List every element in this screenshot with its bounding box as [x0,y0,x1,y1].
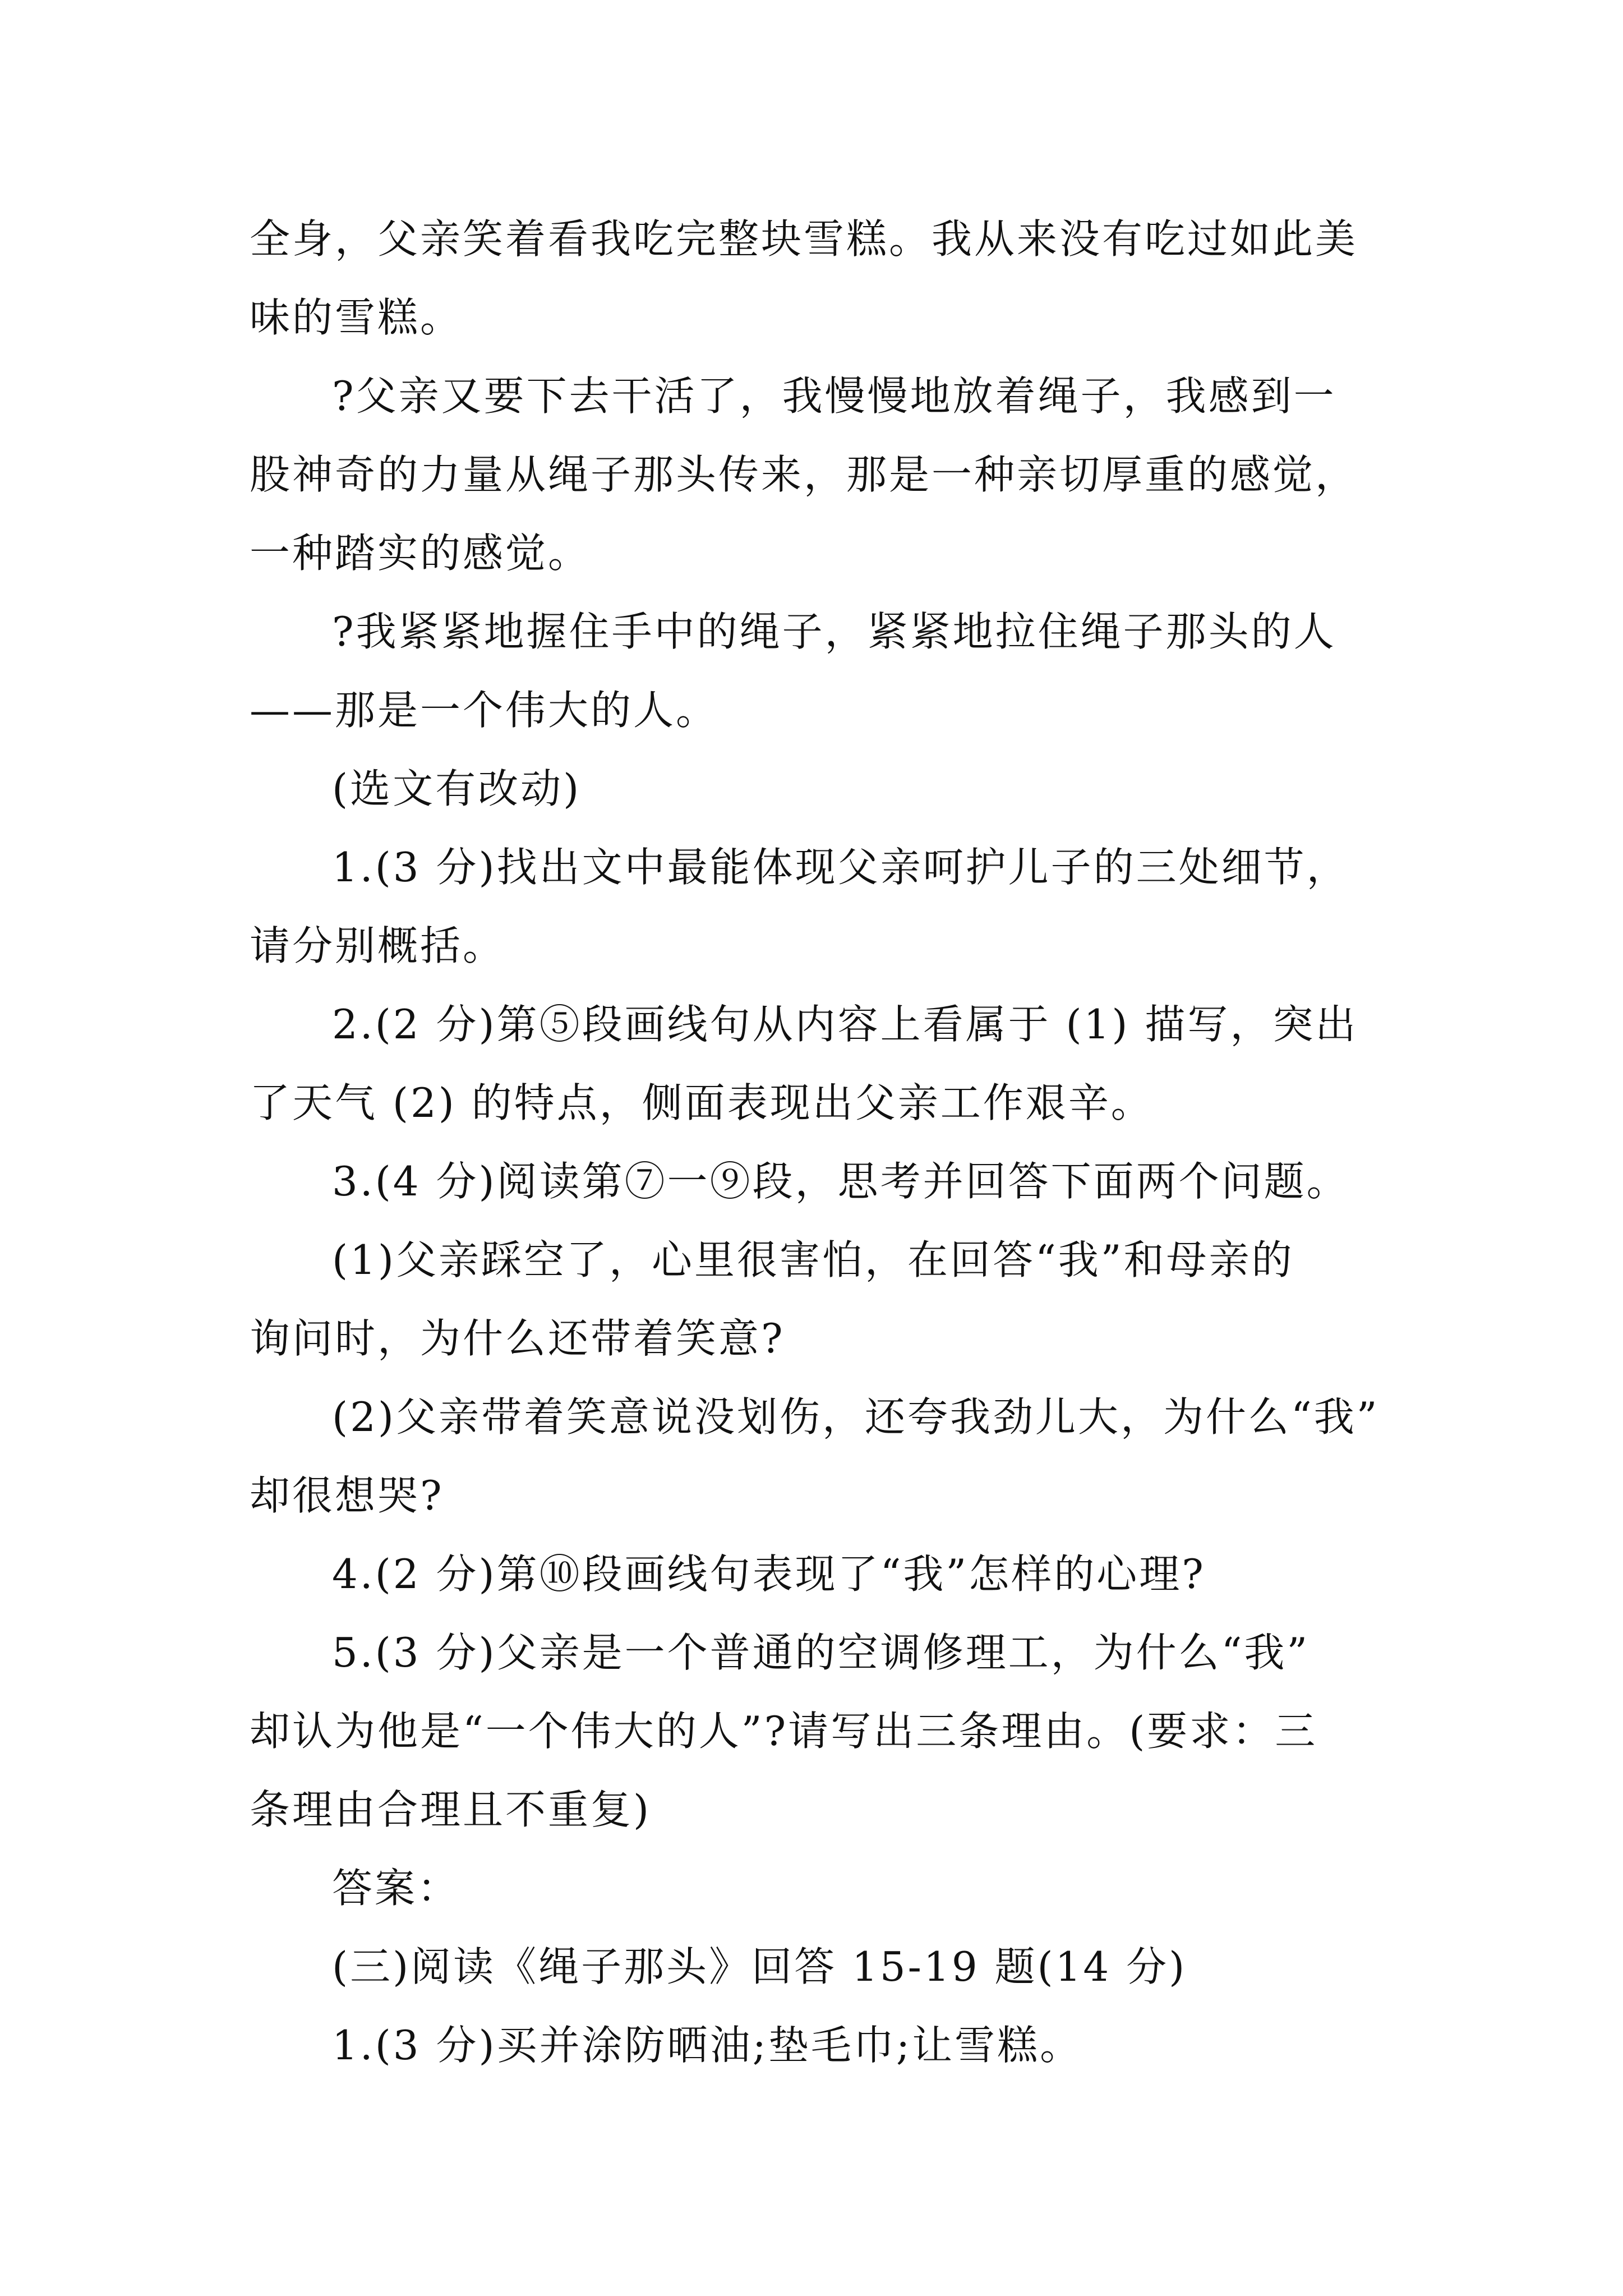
question-3: 3.(4 分)阅读第⑦一⑨段，思考并回答下面两个问题。 [332,1158,1349,1205]
answer-heading: 答案： [332,1865,460,1912]
question-2-line-1: 2.(2 分)第⑤段画线句从内容上看属于 (1) 描写，突出 [332,1001,1358,1048]
paragraph-1-line-2: 味的雪糕。 [250,294,463,341]
paragraph-3-line-2: ——那是一个伟大的人。 [250,687,719,734]
paragraph-2-line-3: 一种踏实的感觉。 [250,530,591,577]
question-3-sub-1-line-1: (1)父亲踩空了，心里很害怕，在回答“我”和母亲的 [332,1236,1294,1283]
question-3-sub-2-line-1: (2)父亲带着笑意说没划伤，还夸我劲儿大，为什么“我” [332,1393,1380,1441]
question-3-sub-1-line-2: 询问时，为什么还带着笑意? [250,1315,785,1362]
answer-section-title: (三)阅读《绳子那头》回答 15-19 题(14 分) [332,1943,1187,1990]
question-4: 4.(2 分)第⑩段画线句表现了“我”怎样的心理? [332,1550,1206,1598]
answer-1: 1.(3 分)买并涂防晒油;垫毛巾;让雪糕。 [332,2022,1083,2069]
source-note: (选文有改动) [332,765,582,812]
question-2-line-2: 了天气 (2) 的特点，侧面表现出父亲工作艰辛。 [250,1079,1154,1126]
question-1-line-1: 1.(3 分)找出文中最能体现父亲呵护儿子的三处细节， [332,844,1349,891]
paragraph-3-line-1: ?我紧紧地握住手中的绳子，紧紧地拉住绳子那头的人 [332,608,1336,655]
question-5-line-3: 条理由合理且不重复) [250,1786,652,1833]
paragraph-2-line-2: 股神奇的力量从绳子那头传来，那是一种亲切厚重的感觉， [250,451,1358,498]
question-1-line-2: 请分别概括。 [250,922,506,969]
question-5-line-2: 却认为他是“一个伟大的人”?请写出三条理由。(要求：三 [250,1708,1318,1755]
paragraph-1-line-1: 全身，父亲笑着看我吃完整块雪糕。我从来没有吃过如此美 [250,215,1358,263]
question-5-line-1: 5.(3 分)父亲是一个普通的空调修理工，为什么“我” [332,1629,1310,1676]
paragraph-2-line-1: ?父亲又要下去干活了，我慢慢地放着绳子，我感到一 [332,372,1336,420]
question-3-sub-2-line-2: 却很想哭? [250,1472,444,1519]
